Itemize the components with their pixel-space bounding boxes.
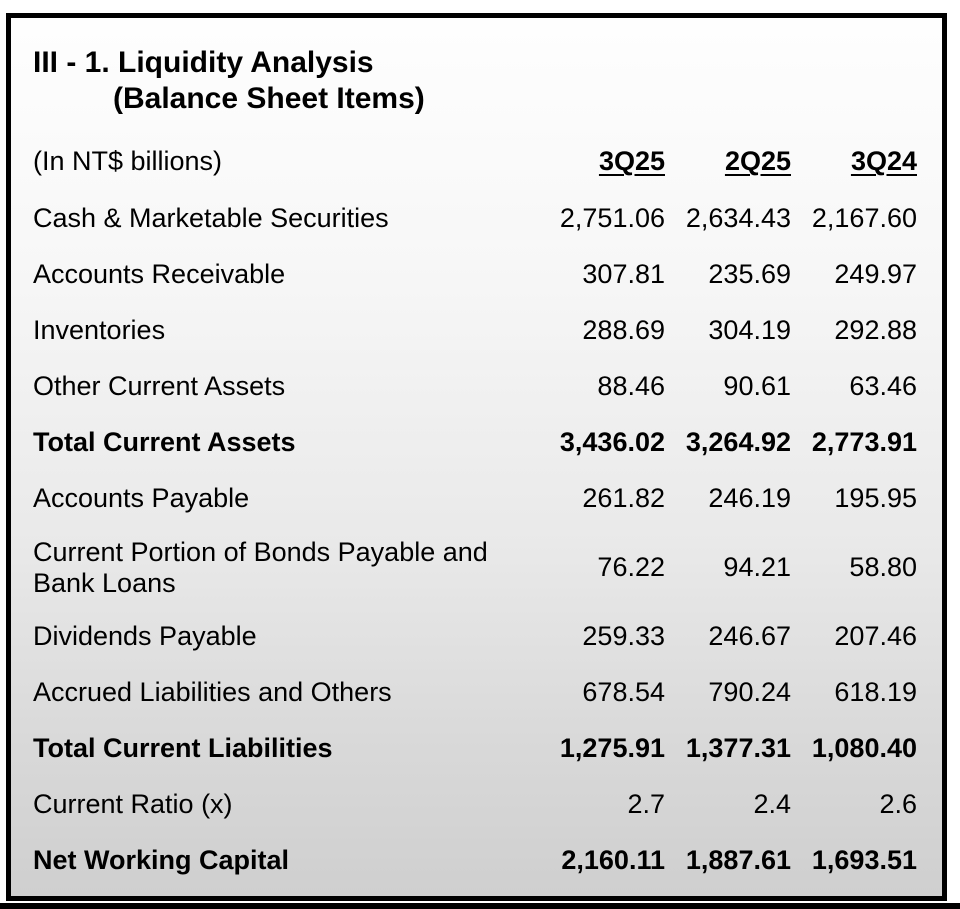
row-value-2q25: 1,377.31 <box>685 733 791 764</box>
table-header-row <box>33 133 917 191</box>
row-value-3q24: 292.88 <box>834 315 917 346</box>
table-row-current-ratio <box>33 777 917 833</box>
page-title-line1: III - 1. Liquidity Analysis <box>33 46 374 79</box>
row-value-3q24: 2.6 <box>879 789 917 820</box>
page-title-line2: (Balance Sheet Items) <box>113 82 425 115</box>
table-row-current-portion-bonds-bank-loans <box>33 527 917 609</box>
column-header-3q25: 3Q25 <box>598 146 665 177</box>
row-label: Accrued Liabilities and Others <box>33 677 392 708</box>
table-row-accrued-liabilities-and-others <box>33 665 917 721</box>
row-label: Dividends Payable <box>33 621 257 652</box>
row-value-2q25: 790.24 <box>708 677 791 708</box>
row-value-3q24: 2,773.91 <box>811 427 917 458</box>
row-value-3q25: 1,275.91 <box>559 733 665 764</box>
table-row-total-current-liabilities <box>33 721 917 777</box>
table-row-accounts-receivable <box>33 247 917 303</box>
unit-label: (In NT$ billions) <box>33 146 223 177</box>
row-value-3q24: 195.95 <box>834 483 917 514</box>
table-row-inventories <box>33 303 917 359</box>
row-value-3q25: 3,436.02 <box>559 427 665 458</box>
liquidity-table <box>33 133 917 889</box>
column-header-3q24: 3Q24 <box>850 146 917 177</box>
row-value-3q24: 618.19 <box>834 677 917 708</box>
row-value-3q25: 678.54 <box>582 677 665 708</box>
table-row-net-working-capital <box>33 833 917 889</box>
page-title <box>33 45 917 117</box>
row-value-3q24: 249.97 <box>834 259 917 290</box>
row-value-2q25: 94.21 <box>723 552 791 583</box>
table-row-dividends-payable <box>33 609 917 665</box>
row-value-2q25: 246.67 <box>708 621 791 652</box>
table-row-accounts-payable <box>33 471 917 527</box>
row-label: Total Current Liabilities <box>33 733 333 764</box>
liquidity-analysis-panel <box>6 13 947 901</box>
row-label: Accounts Receivable <box>33 259 286 290</box>
row-value-3q25: 307.81 <box>582 259 665 290</box>
row-value-2q25: 2,634.43 <box>685 203 791 234</box>
row-label: Other Current Assets <box>33 371 286 402</box>
row-value-2q25: 235.69 <box>708 259 791 290</box>
row-value-2q25: 2.4 <box>753 789 791 820</box>
row-value-3q24: 63.46 <box>849 371 917 402</box>
row-value-3q24: 1,080.40 <box>811 733 917 764</box>
table-row-total-current-assets <box>33 415 917 471</box>
row-value-2q25: 3,264.92 <box>685 427 791 458</box>
row-value-3q24: 58.80 <box>849 552 917 583</box>
row-label: Cash & Marketable Securities <box>33 203 389 234</box>
row-value-2q25: 246.19 <box>708 483 791 514</box>
slide-bottom-edge-bar <box>0 903 960 909</box>
column-header-2q25: 2Q25 <box>724 146 791 177</box>
row-label: Current Ratio (x) <box>33 789 233 820</box>
row-label: Net Working Capital <box>33 845 290 876</box>
row-value-3q25: 2,160.11 <box>561 845 665 876</box>
row-value-3q25: 288.69 <box>582 315 665 346</box>
row-label: Total Current Assets <box>33 427 296 458</box>
row-value-3q25: 2,751.06 <box>559 203 665 234</box>
row-value-3q25: 259.33 <box>582 621 665 652</box>
row-value-3q25: 261.82 <box>582 483 665 514</box>
row-value-3q24: 1,693.51 <box>811 845 917 876</box>
row-label: Accounts Payable <box>33 483 250 514</box>
table-row-cash-marketable-securities <box>33 191 917 247</box>
row-value-3q25: 88.46 <box>597 371 665 402</box>
row-value-3q24: 2,167.60 <box>811 203 917 234</box>
row-value-3q25: 76.22 <box>597 552 665 583</box>
row-value-2q25: 90.61 <box>723 371 791 402</box>
table-row-other-current-assets <box>33 359 917 415</box>
row-value-3q25: 2.7 <box>627 789 665 820</box>
row-value-2q25: 304.19 <box>708 315 791 346</box>
row-value-2q25: 1,887.61 <box>685 845 791 876</box>
row-label: Inventories <box>33 315 166 346</box>
row-label: Current Portion of Bonds Payable and Bank Loans <box>33 536 488 598</box>
row-value-3q24: 207.46 <box>834 621 917 652</box>
